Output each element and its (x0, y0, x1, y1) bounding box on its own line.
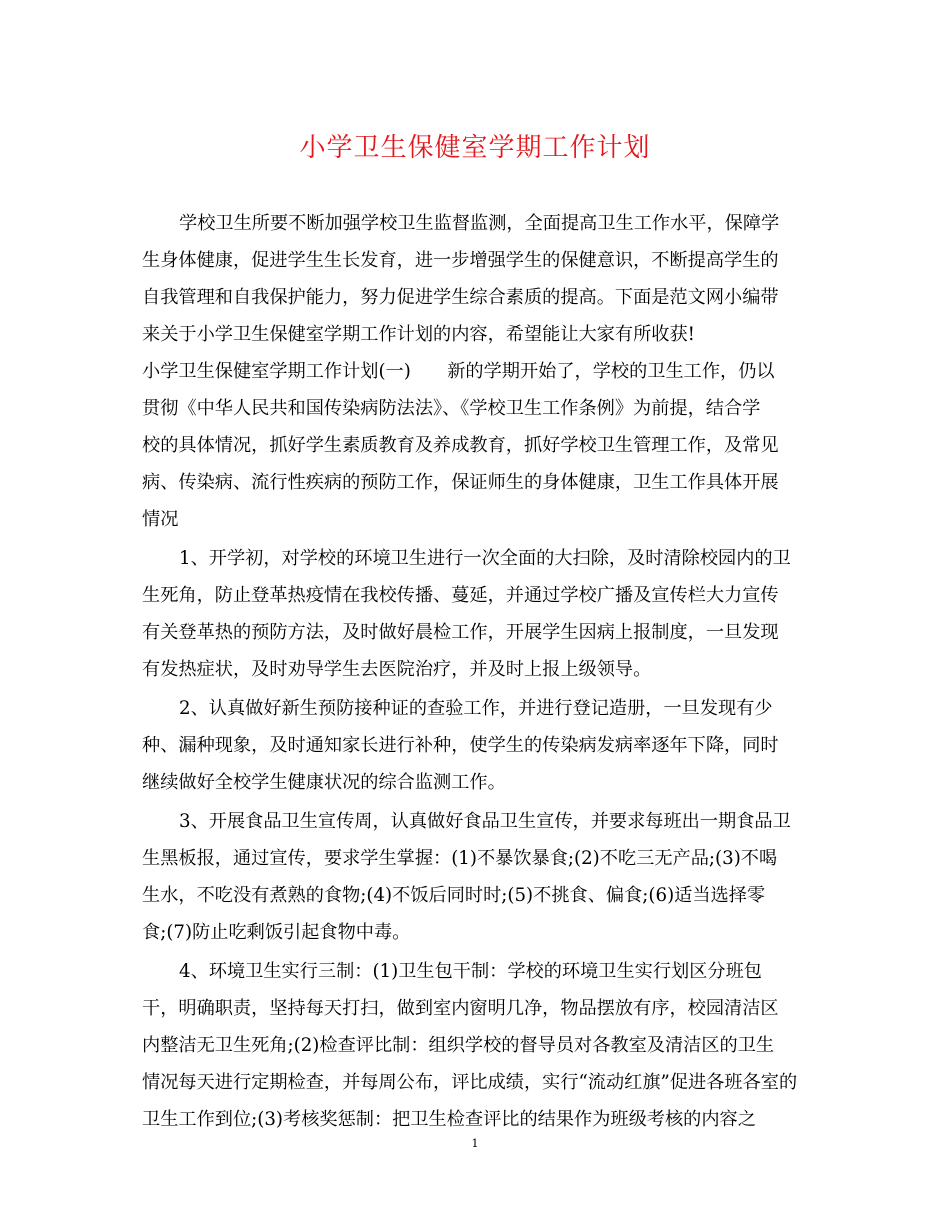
text-line: 情况每天进行定期检查，并每周公布，评比成绩，实行“流动红旗”促进各班各室的 (142, 1072, 798, 1093)
text-line: 干，明确职责，坚持每天打扫，做到室内窗明几净，物品摆放有序，校园清洁区 (142, 998, 779, 1019)
text-line: 内整洁无卫生死角;(2)检查评比制：组织学校的督导员对各教室及清洁区的卫生 (142, 1035, 775, 1056)
document-body (142, 205, 808, 1138)
text-line: 4、环境卫生实行三制：(1)卫生包干制：学校的环境卫生实行划区分班包 (179, 961, 762, 982)
text-line: 有发热症状，及时劝导学生去医院治疗，并及时上报上级领导。 (142, 659, 652, 680)
text-line: 来关于小学卫生保健室学期工作计划的内容，希望能让大家有所收获! (142, 324, 695, 345)
text-line: 有关登革热的预防方法，及时做好晨检工作，开展学生因病上报制度，一旦发现 (142, 622, 779, 643)
text-line: 生黑板报，通过宣传，要求学生掌握：(1)不暴饮暴食;(2)不吃三无产品;(3)不喝 (142, 848, 778, 869)
text-line: 3、开展食品卫生宣传周，认真做好食品卫生宣传，并要求每班出一期食品卫 (179, 811, 791, 832)
text-line: 小学卫生保健室学期工作计划(一) 新的学期开始了，学校的卫生工作，仍以 (142, 361, 775, 382)
text-line: 自我管理和自我保护能力，努力促进学生综合素质的提高。下面是范文网小编带 (142, 287, 779, 308)
text-line: 情况 (142, 509, 179, 530)
text-line: 2、认真做好新生预防接种证的查验工作，并进行登记造册，一旦发现有少 (179, 698, 773, 719)
text-line: 种、漏种现象，及时通知家长进行补种，使学生的传染病发病率逐年下降，同时 (142, 735, 779, 756)
text-line: 食;(7)防止吃剩饭引起食物中毒。 (142, 922, 411, 943)
text-line: 病、传染病、流行性疾病的预防工作，保证师生的身体健康，卫生工作具体开展 (142, 472, 779, 493)
text-line: 学校卫生所要不断加强学校卫生监督监测，全面提高卫生工作水平，保障学 (179, 213, 780, 234)
text-line: 生身体健康，促进学生生长发育，进一步增强学生的保健意识，不断提高学生的 (142, 250, 779, 271)
text-line: 校的具体情况，抓好学生素质教育及养成教育，抓好学校卫生管理工作，及常见 (142, 435, 779, 456)
text-line: 贯彻《中华人民共和国传染病防法法》、《学校卫生工作条例》为前提，结合学 (142, 398, 761, 419)
text-line: 生水，不吃没有煮熟的食物;(4)不饭后同时时;(5)不挑食、偏食;(6)适当选择零 (142, 885, 766, 906)
document-title: 小学卫生保健室学期工作计划 (299, 133, 651, 163)
text-line: 生死角，防止登革热疫情在我校传播、蔓延，并通过学校广播及宣传栏大力宣传 (142, 585, 779, 606)
text-line: 卫生工作到位;(3)考核奖惩制：把卫生检查评比的结果作为班级考核的内容之 (142, 1109, 756, 1130)
text-line: 继续做好全校学生健康状况的综合监测工作。 (142, 772, 506, 793)
page-number: 1 (471, 1137, 479, 1150)
text-line: 1、开学初，对学校的环境卫生进行一次全面的大扫除，及时清除校园内的卫 (179, 548, 791, 569)
